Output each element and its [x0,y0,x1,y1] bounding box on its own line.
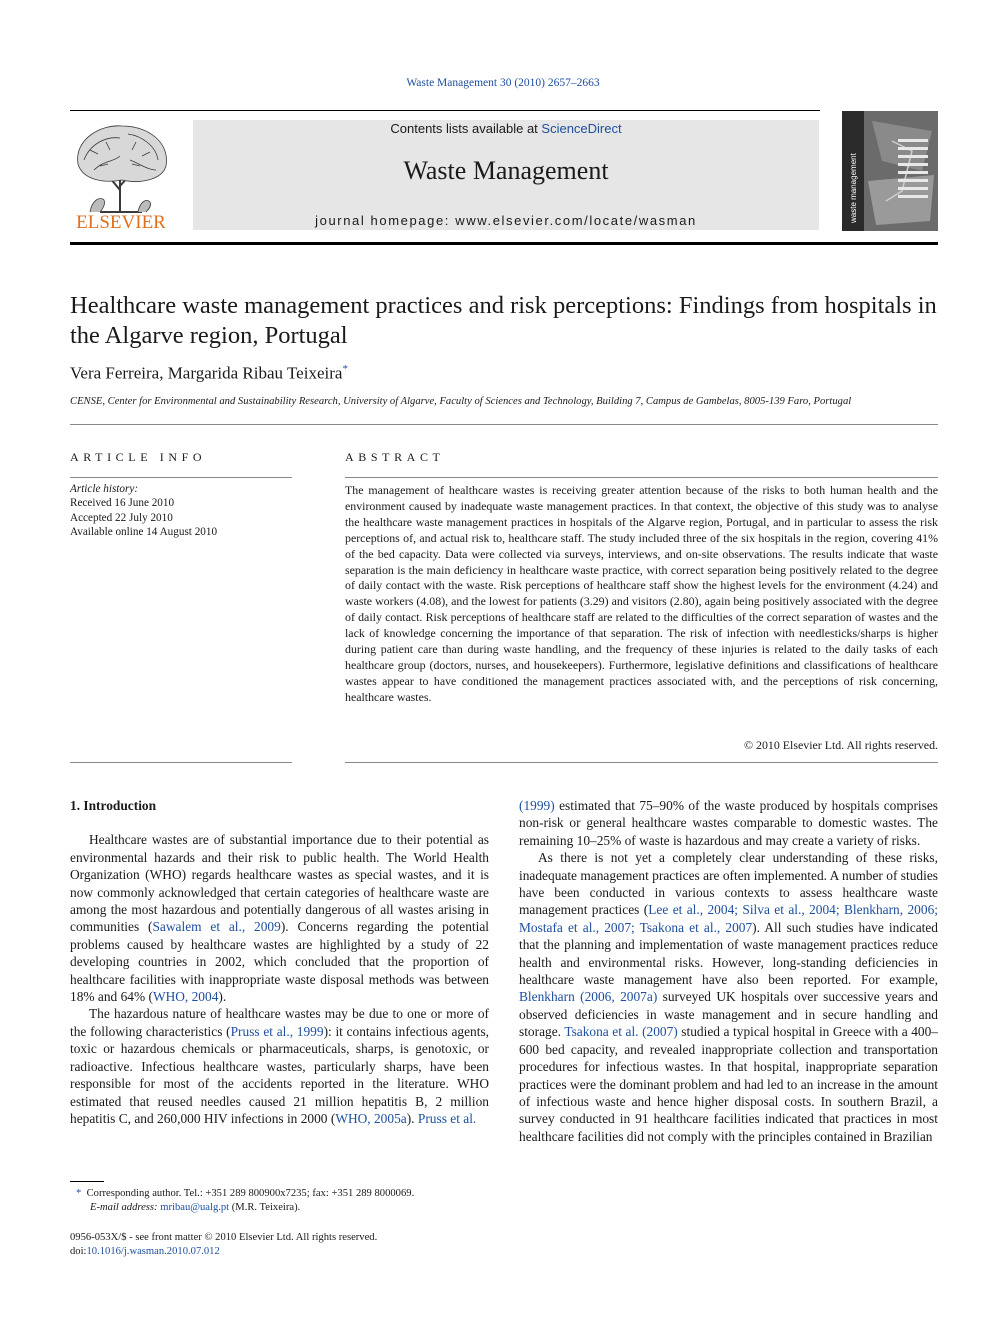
citation-link[interactable]: WHO, 2004 [152,989,219,1005]
title-divider [70,424,938,425]
footnote-mark: * [76,1188,82,1199]
text-run: estimated that 75–90% of the waste produced by hospitals comprises non-risk or general healthcare wastes comparable to domestic wastes. The remaining 10–25% of waste is hazardous and may create a variety of risks. [519,798,938,848]
article-info-bottom-rule [70,762,292,763]
article-info-heading: ARTICLE INFO [70,450,207,464]
citation-link[interactable]: Lee et al., 2004; Silva et al., 2004; Blenkharn, 2006; Mostafa et al., 2007; Tsakona et al., 2007 [519,902,938,935]
elsevier-wordmark: ELSEVIER [76,212,166,232]
authors: Vera Ferreira, Margarida Ribau Teixeira [70,363,343,383]
citation-link[interactable]: Blenkharn (2006, 2007a) [519,989,658,1005]
journal-title: Waste Management [403,156,609,185]
journal-cover-image [842,111,938,231]
text-run: surveyed UK hospitals over successive years and observed deficiencies in waste management and in secure handling and storage. [519,989,939,1040]
footnote-email-line [76,1201,496,1215]
contents-prefix: Contents lists available at [390,121,542,136]
author-list [70,363,348,384]
affiliation: CENSE, Center for Environmental and Sustainability Research, University of Algarve, Faculty of Sciences and Technology, Building 7, Campus de Gambelas, 8005-139 Faro, Portugal [70,396,852,407]
footnote-rule [70,1181,104,1182]
citation-link[interactable]: Pruss et al. [417,1110,477,1126]
paragraph [70,831,489,1005]
received-date: Received 16 June 2010 [70,497,175,510]
text-run: Healthcare wastes are of substantial importance due to their potential as environmental hazards and their risk to public health. The World Health Organization (WHO) regards healthcare wastes as special wastes, and it is now commonly acknowledged that certain categories of healthcare waste are among the most hazardous and potentially dangerous of all wastes arising in communities ( [70,832,489,935]
header-thick-rule [70,242,938,245]
issn-line: 0956-053X/$ - see front matter © 2010 Elsevier Ltd. All rights reserved. [70,1232,378,1243]
cover-title-text: waste management [849,153,858,223]
front-matter-info [70,1231,570,1259]
accepted-date: Accepted 22 July 2010 [70,511,173,524]
journal-homepage [193,213,819,228]
text-run: ): it contains infectious agents, toxic or hazardous chemicals or pharmaceuticals, sharps, is genotoxic, or radioactive. Infectious healthcare wastes, particularly sharps, have been responsible for most of the accidents reported in the literature. WHO estimated that reused needles caused 21 million hepatitis B, 2 million hepatitis C, and 260,000 HIV infections in 2000 ( [70,1023,490,1126]
online-date: Available online 14 August 2010 [70,526,218,539]
email-link[interactable]: mribau@ualg.pt [160,1202,230,1213]
body-column-left [70,797,489,1127]
homepage-label: journal homepage: [315,213,456,228]
corresponding-details: Corresponding author. Tel.: +351 289 800900x7235; fax: +351 289 8000069. [86,1188,415,1199]
journal-cover [842,111,938,231]
history-label: Article history: [70,483,139,495]
footnote-corresponding [76,1187,496,1201]
abstract-heading: ABSTRACT [345,450,445,464]
body-column-right [519,797,938,1145]
abstract-copyright: © 2010 Elsevier Ltd. All rights reserved. [744,738,938,752]
text-run: ). Concerns regarding the potential problems caused by healthcare wastes are highlighted by a study of 22 developing countries in 2002, which concluded that the proportion of healthcare facilities with inappropriate waste disposal methods was between 18% and 64% ( [70,919,490,1005]
article-title: Healthcare waste management practices and risk perceptions: Findings from hospitals in the Algarve region, Portugal [70,292,937,349]
corresponding-author-mark[interactable]: * [342,363,348,375]
elsevier-logo [70,120,172,232]
text-run: ). [406,1110,418,1126]
article-history [70,482,292,540]
header-rule [70,110,820,111]
contents-line [193,121,819,136]
paragraph [519,797,938,849]
section-heading-introduction: 1. Introduction [70,798,157,813]
footnote [76,1187,496,1215]
text-run: ). [218,989,227,1005]
paragraph [70,1005,489,1127]
journal-reference[interactable]: Waste Management 30 (2010) 2657–2663 [406,77,600,89]
text-run: studied a typical hospital in Greece with a 400–600 bed capacity, and revealed inappropriate collection and transportation procedures for infectious wastes. In that hospital, inappropriate separation practices were the dominant problem and had led to an increase in the amount of infectious waste and hence higher disposal costs. In southern Brazil, a survey conducted in 91 healthcare facilities indicated that practices in most healthcare facilities did not comply with the principles contained in Brazilian [519,1024,938,1144]
elsevier-tree-icon [70,120,172,232]
homepage-url[interactable]: www.elsevier.com/locate/wasman [455,213,697,228]
abstract-bottom-rule [345,762,938,763]
sciencedirect-link[interactable]: ScienceDirect [541,121,622,136]
citation-link[interactable]: (1999) [519,798,555,813]
text-run: The hazardous nature of healthcare wastes may be due to one or more of the following characteristics ( [70,1006,489,1039]
abstract-rule [345,477,938,478]
doi-line [70,1245,570,1259]
citation-link[interactable]: Tsakona et al. (2007) [564,1024,678,1040]
doi-link[interactable]: 10.1016/j.wasman.2010.07.012 [86,1246,220,1257]
citation-link[interactable]: Pruss et al., 1999 [230,1023,324,1039]
paragraph [519,849,938,1145]
email-label: E-mail address: [90,1202,161,1213]
text-run: As there is not yet a completely clear understanding of these risks, inadequate management practices are often implemented. A number of studies have been conducted in various contexts to assess healthcare waste management practices ( [519,850,938,918]
abstract-text: The management of healthcare wastes is receiving greater attention because of the risks to both human health and the environment caused by inadequate waste management practices. In that context, the objective of this study was to analyse the healthcare waste management practices in hospitals of the Algarve region, Portugal, and in particular to assess the risk perceptions of, and actual risk to, healthcare staff. The study included three of the six hospitals in the region, covering 41% of the bed capacity. Data were collected via surveys, interviews, and on-site observations. The results indicate that waste separation is the main deficiency in healthcare waste practice, with correct separation being positively related to the degree of daily contact with the waste. Risk perceptions of healthcare staff show the highest levels for the environment (4.24) and waste workers (4.08), and the lowest for patients (3.29) and visitors (2.80), again being positively associated with the degree of daily contact. Risk perceptions of healthcare staff are related to the difficulties of the correct separation of wastes and the lack of knowledge concerning the importance of that separation. The risk of infection with needlesticks/sharps is higher during patient care than during waste handling, and the frequency of these injuries is related to the daily tasks of each healthcare group (doctors, nurses, and housekeepers). Furthermore, legislative definitions and classifications of healthcare wastes appear to have conditioned the management practices associated with, and the perceptions of risk concerning, healthcare wastes. [345,483,938,704]
email-suffix: (M.R. Teixeira). [229,1202,301,1213]
doi-label: doi: [70,1246,87,1257]
citation-link[interactable]: Sawalem et al., 2009 [152,919,281,935]
article-info-rule [70,477,292,478]
citation-link[interactable]: WHO, 2005a [335,1110,407,1126]
text-run: ). All such studies have indicated that the planning and implementation of waste management practices reduce health and environmental risks. However, long-standing deficiencies in healthcare waste management have also been reported. For example, [519,919,939,988]
